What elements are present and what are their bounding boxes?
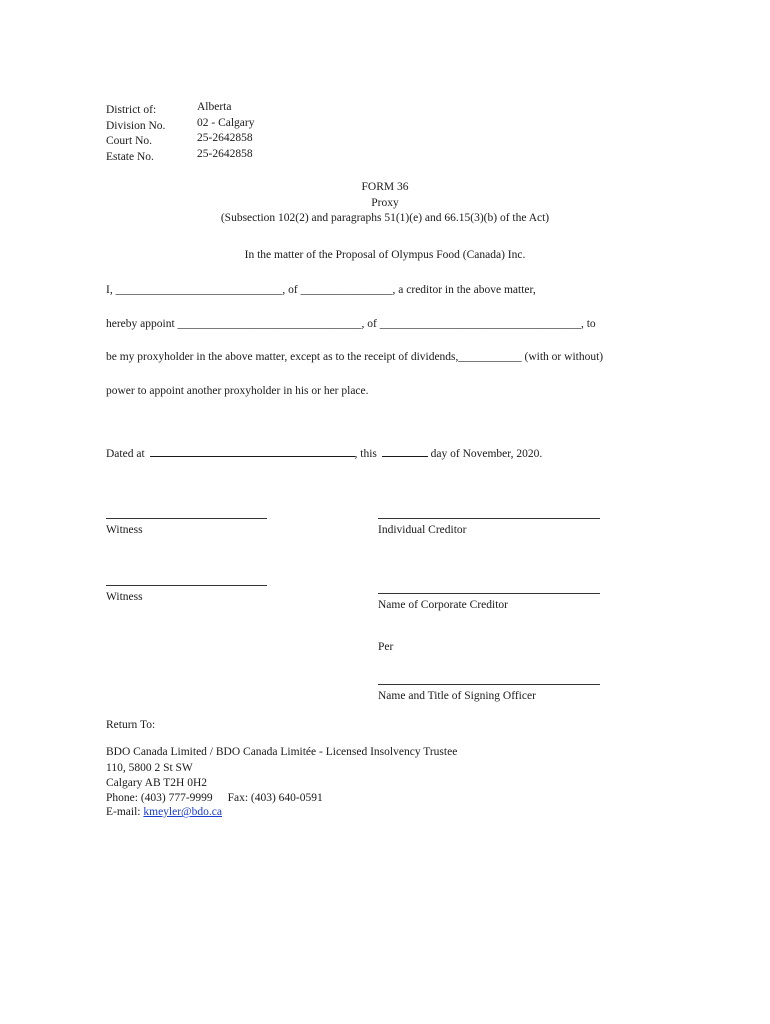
- dated-day-field[interactable]: [382, 446, 428, 457]
- fax: Fax: (403) 640-0591: [227, 792, 323, 804]
- division-label: Division No.: [106, 120, 166, 132]
- district-value: Alberta: [197, 101, 232, 113]
- division-value: 02 - Calgary: [197, 117, 255, 129]
- signing-officer-label: Name and Title of Signing Officer: [378, 690, 536, 702]
- dated-prefix: Dated at: [106, 448, 145, 460]
- phone: Phone: (403) 777-9999: [106, 792, 213, 804]
- per-label: Per: [378, 641, 394, 653]
- form-subsection: (Subsection 102(2) and paragraphs 51(1)(e) and 66.15(3)(b) of the Act): [220, 212, 550, 224]
- corporate-creditor-signature-line[interactable]: [378, 593, 600, 594]
- court-value: 25-2642858: [197, 132, 253, 144]
- estate-label: Estate No.: [106, 151, 154, 163]
- contact-email: [106, 805, 222, 819]
- proxy-line-3: be my proxyholder in the above matter, except as to the receipt of dividends,___________ (with or without): [106, 351, 604, 363]
- address-line-1: 110, 5800 2 St SW: [106, 762, 193, 774]
- estate-value: 25-2642858: [197, 148, 253, 160]
- form-number: FORM 36: [361, 181, 409, 193]
- address-line-2: Calgary AB T2H 0H2: [106, 777, 208, 789]
- form-name: Proxy: [371, 197, 399, 209]
- witness-1-signature-line[interactable]: [106, 518, 267, 519]
- contact-phone-fax: [106, 791, 323, 805]
- trustee-company: BDO Canada Limited / BDO Canada Limitée - Licensed Insolvency Trustee: [106, 746, 458, 758]
- individual-creditor-signature-line[interactable]: [378, 518, 600, 519]
- witness-2-label: Witness: [106, 591, 143, 603]
- dated-mid: , this: [354, 448, 377, 460]
- witness-1-label: Witness: [106, 524, 143, 536]
- matter-line: In the matter of the Proposal of Olympus Food (Canada) Inc.: [244, 249, 526, 261]
- dated-suffix: day of November, 2020.: [430, 448, 543, 460]
- court-label: Court No.: [106, 135, 152, 147]
- witness-2-signature-line[interactable]: [106, 585, 267, 586]
- email-link[interactable]: kmeyler@bdo.ca: [143, 806, 222, 818]
- signing-officer-signature-line[interactable]: [378, 684, 600, 685]
- dated-line: [106, 446, 542, 461]
- corporate-creditor-label: Name of Corporate Creditor: [378, 599, 508, 611]
- dated-place-field[interactable]: [150, 446, 355, 457]
- email-label: E-mail:: [106, 806, 141, 818]
- proxy-line-1: I, _____________________________, of ________________, a creditor in the above matter,: [106, 284, 536, 296]
- district-label: District of:: [106, 104, 157, 116]
- individual-creditor-label: Individual Creditor: [378, 524, 467, 536]
- return-to-label: Return To:: [106, 719, 156, 731]
- proxy-line-4: power to appoint another proxyholder in his or her place.: [106, 385, 369, 397]
- proxy-line-2: hereby appoint ________________________________, of ___________________________________, to: [106, 318, 596, 330]
